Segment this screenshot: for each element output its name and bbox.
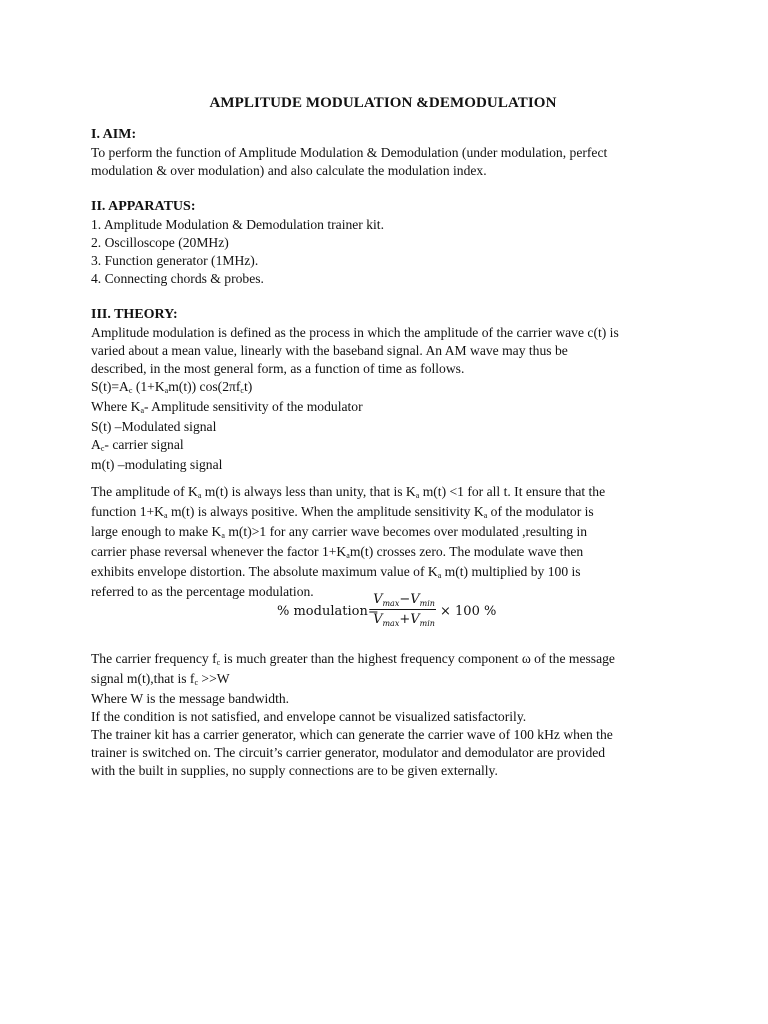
formula-denominator: $V_{max}+V_{min}$ [373, 612, 435, 628]
st-definition: S(t) –Modulated signal [91, 419, 217, 434]
theory-heading: III. THEORY: [91, 307, 178, 322]
para2-line-1: The amplitude of Ka m(t) is always less than unity, that is Ka m(t) <1 for all t. It ensure that the [91, 484, 606, 500]
formula-tail: × 100 % [440, 604, 497, 619]
mt-definition: m(t) –modulating signal [91, 457, 223, 472]
para3-line-6: trainer is switched on. The circuit’s carrier generator, modulator and demodulator are provided [91, 745, 606, 760]
theory-intro-line-1: Amplitude modulation is defined as the process in which the amplitude of the carrier wave c(t) is [91, 325, 619, 340]
theory-paragraph-2 [91, 483, 691, 601]
aim-line-2: modulation & over modulation) and also calculate the modulation index. [91, 163, 487, 178]
para3-line-2: signal m(t),that is fc >>W [91, 671, 230, 687]
apparatus-item-2: 2. Oscilloscope (20MHz) [91, 235, 229, 250]
para2-line-6: referred to as the percentage modulation. [91, 584, 314, 599]
theory-paragraph-3 [91, 650, 691, 780]
ka-definition: Where Ka- Amplitude sensitivity of the modulator [91, 399, 363, 415]
aim-line-1: To perform the function of Amplitude Modulation & Demodulation (under modulation, perfect [91, 145, 608, 160]
para3-line-7: with the built in supplies, no supply connections are to be given externally. [91, 763, 498, 778]
para2-line-3: large enough to make Ka m(t)>1 for any carrier wave becomes over modulated ,resulting in [91, 524, 588, 540]
apparatus-item-3: 3. Function generator (1MHz). [91, 253, 259, 268]
apparatus-item-4: 4. Connecting chords & probes. [91, 271, 264, 286]
para3-line-3: Where W is the message bandwidth. [91, 691, 290, 706]
theory-intro-line-3: described, in the most general form, as a function of time as follows. [91, 361, 465, 376]
apparatus-heading: II. APPARATUS: [91, 199, 196, 214]
para2-line-2: function 1+Ka m(t) is always positive. When the amplitude sensitivity Ka of the modulator is [91, 504, 594, 520]
formula-numerator: $V_{max}-V_{min}$ [373, 592, 435, 608]
theory-section [91, 306, 691, 474]
formula-fraction [371, 590, 437, 629]
para3-line-1: The carrier frequency fc is much greater than the highest frequency component ω of the message [91, 651, 615, 667]
para2-line-4: carrier phase reversal whenever the factor 1+Kam(t) crosses zero. The modulate wave then [91, 544, 584, 560]
aim-section [91, 126, 691, 180]
para3-line-4: If the condition is not satisfied, and envelope cannot be visualized satisfactorily. [91, 709, 527, 724]
formula-lhs: % modulation= [277, 604, 379, 619]
am-equation: S(t)=Ac (1+Kam(t)) cos(2πfct) [91, 379, 253, 395]
para2-line-5: exhibits envelope distortion. The absolute maximum value of Ka m(t) multiplied by 100 is [91, 564, 581, 580]
para3-line-5: The trainer kit has a carrier generator, which can generate the carrier wave of 100 kHz when the [91, 727, 613, 742]
ac-definition: Ac- carrier signal [91, 437, 184, 453]
apparatus-item-1: 1. Amplitude Modulation & Demodulation trainer kit. [91, 217, 384, 232]
theory-intro-line-2: varied about a mean value, linearly with the baseband signal. An AM wave may thus be [91, 343, 568, 358]
percentage-modulation-formula [277, 590, 517, 632]
aim-heading: I. AIM: [91, 127, 137, 142]
apparatus-section [91, 198, 691, 288]
document-title: AMPLITUDE MODULATION &DEMODULATION [209, 95, 557, 111]
